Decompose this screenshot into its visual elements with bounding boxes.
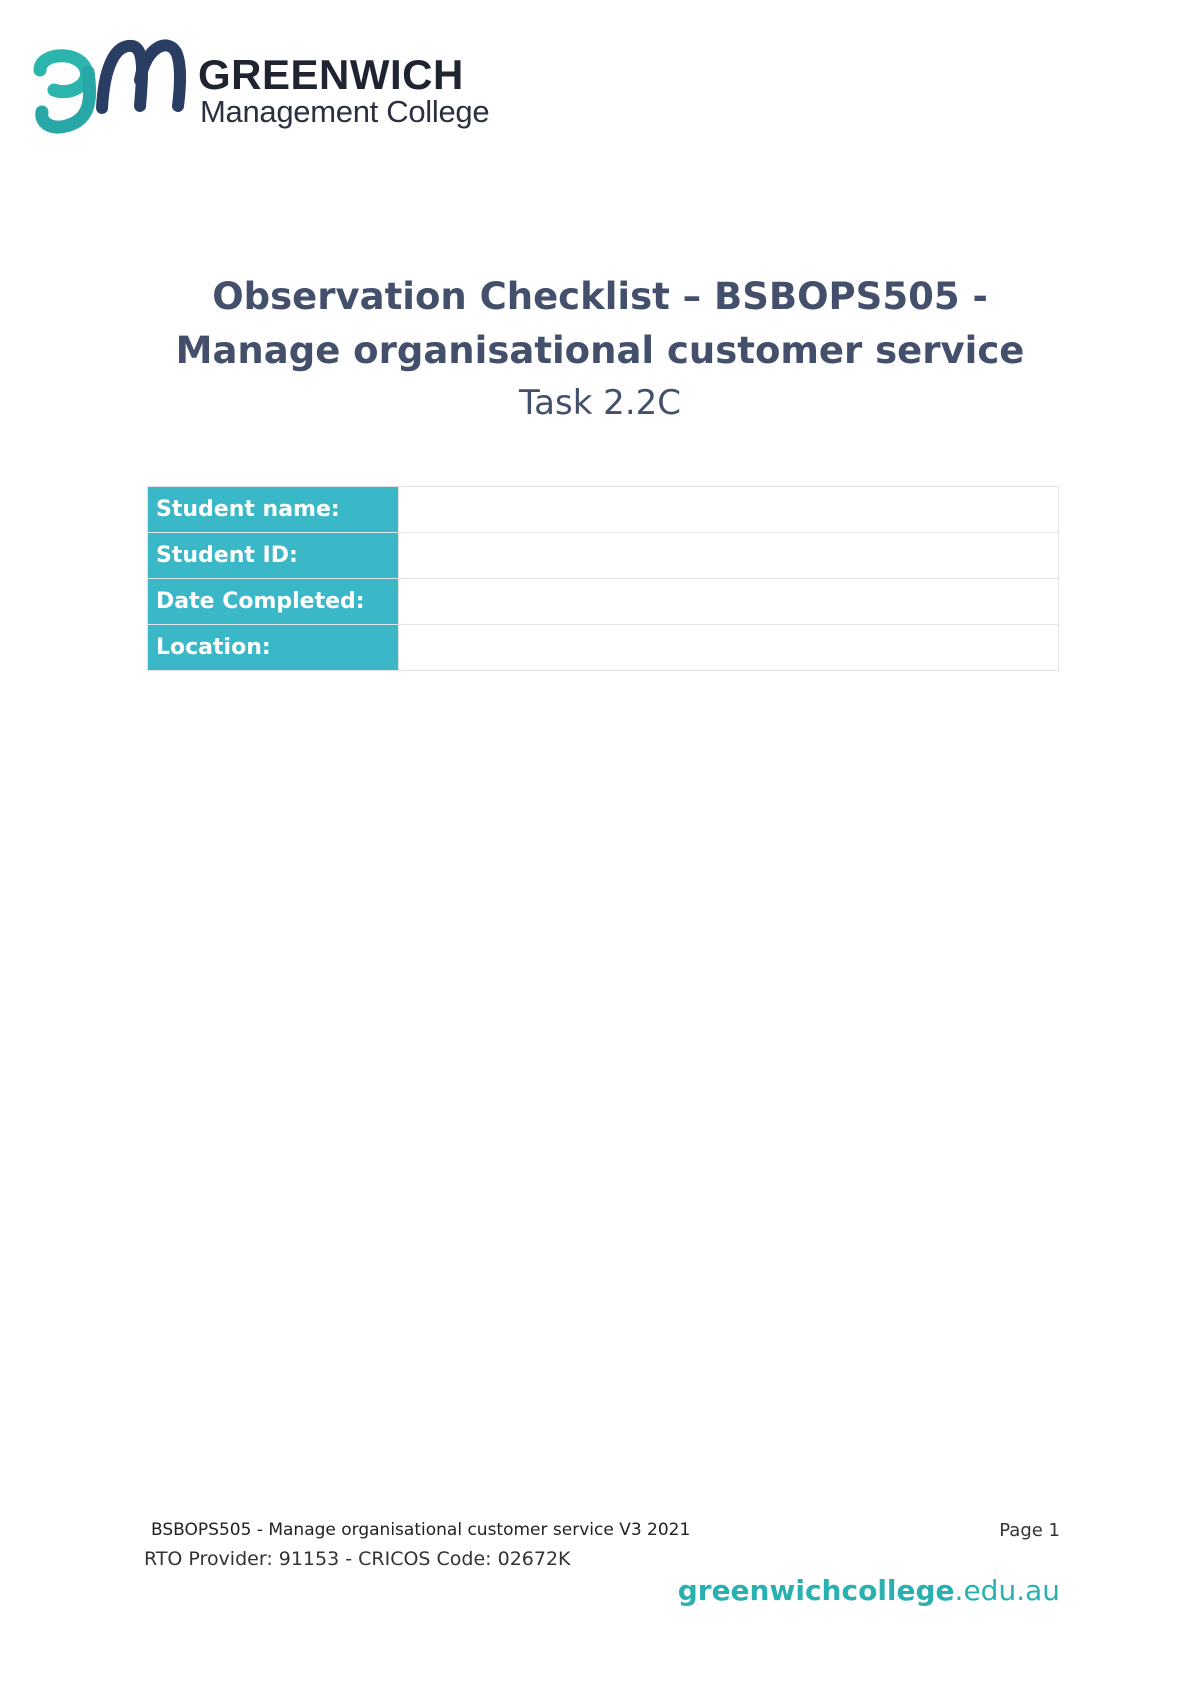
location-field[interactable]: [399, 625, 1059, 671]
footer-document-reference: BSBOPS505 - Manage organisational customer service V3 2021: [151, 1520, 691, 1540]
student-name-field[interactable]: [399, 487, 1059, 533]
date-completed-field[interactable]: [399, 579, 1059, 625]
logo-name: GREENWICH: [198, 51, 464, 98]
footer-website: [678, 1574, 1060, 1607]
student-id-label: Student ID:: [148, 533, 399, 579]
table-row: [148, 533, 1059, 579]
footer-url-suffix: .edu.au: [954, 1574, 1060, 1607]
footer-url-main: greenwichcollege: [677, 1574, 955, 1607]
logo-subtitle: Management College: [200, 94, 490, 129]
title-line-2: Manage organisational customer service: [175, 329, 1025, 372]
footer-page-number: Page 1: [999, 1520, 1060, 1541]
title-line-1: Observation Checklist – BSBOPS505 -: [212, 275, 988, 318]
gm-logo-icon: [30, 30, 190, 140]
date-completed-label: Date Completed:: [148, 579, 399, 625]
table-row: [148, 579, 1059, 625]
student-name-label: Student name:: [148, 487, 399, 533]
location-label: Location:: [148, 625, 399, 671]
table-row: [148, 625, 1059, 671]
document-title: [80, 270, 1120, 428]
table-row: [148, 487, 1059, 533]
footer-provider-info: RTO Provider: 91153 - CRICOS Code: 02672K: [144, 1548, 571, 1570]
student-info-table: [147, 486, 1059, 671]
task-label: Task 2.2C: [519, 383, 681, 423]
college-logo: [30, 30, 490, 140]
student-id-field[interactable]: [399, 533, 1059, 579]
